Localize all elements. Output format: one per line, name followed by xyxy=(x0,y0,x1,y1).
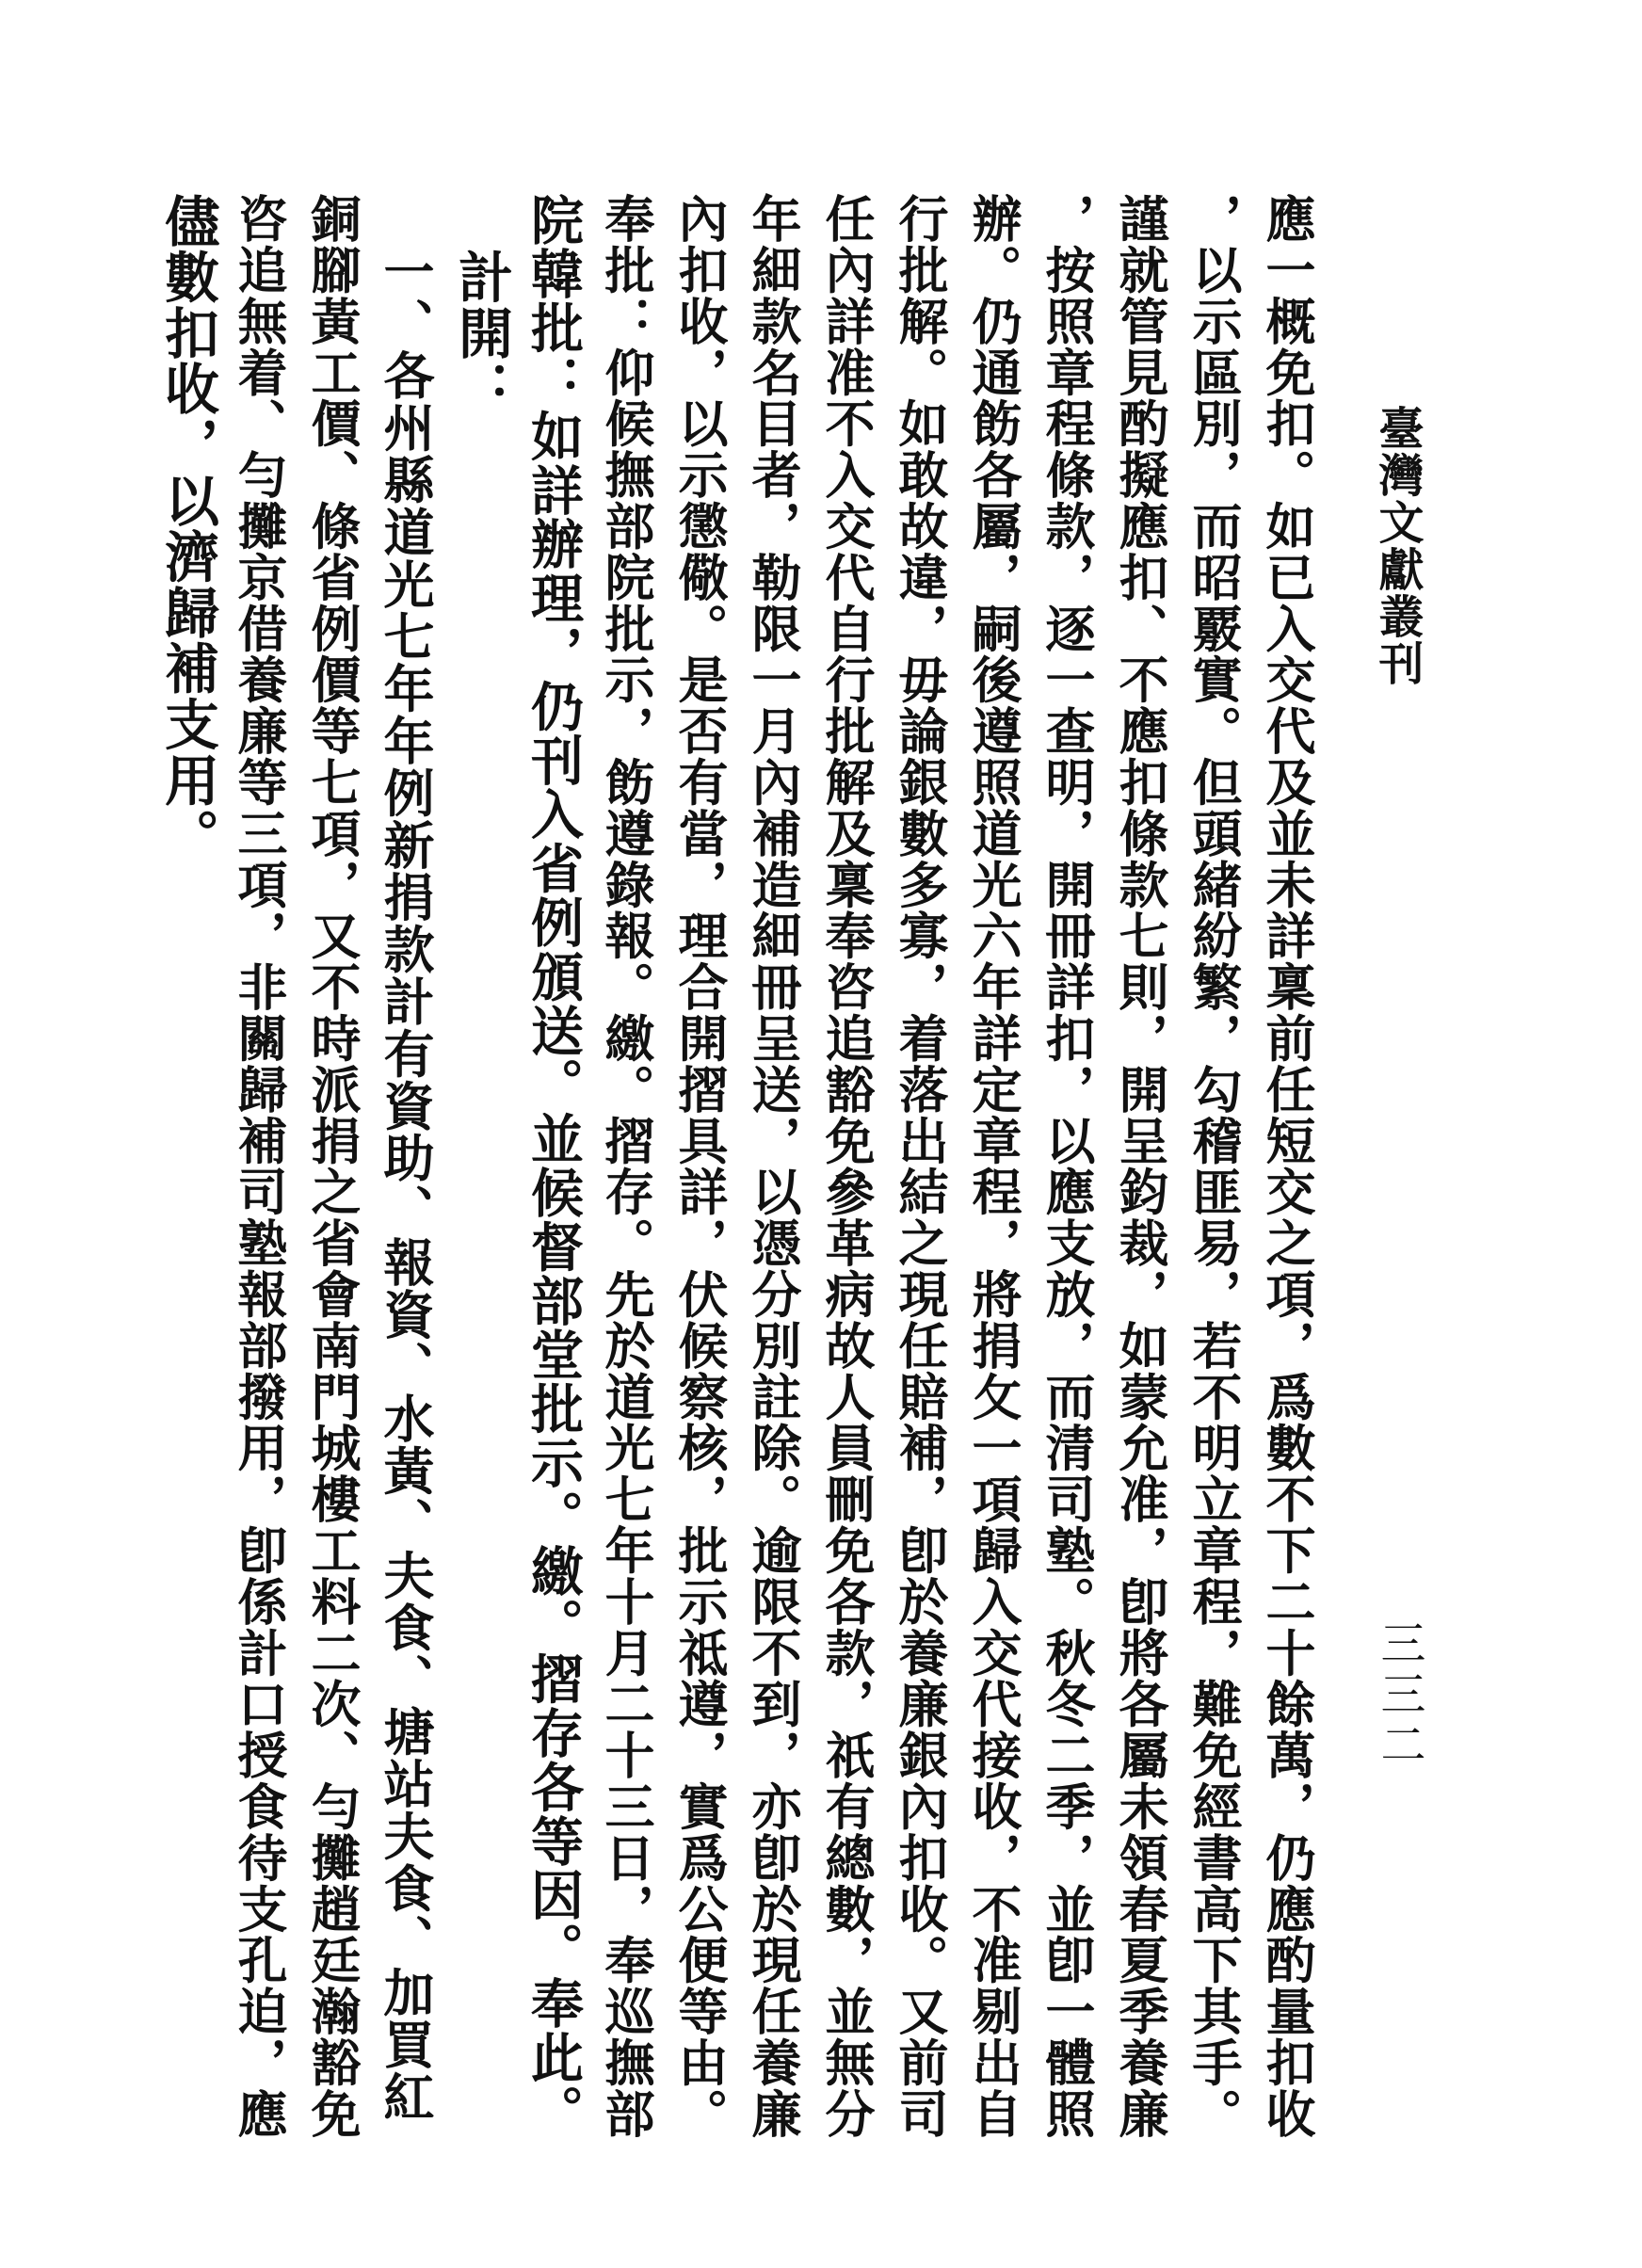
text-column-2: ，以示區別，而昭覈實。但頭緒紛繁，勾稽匪易，若不明立章程，難免經書高下其手。 xyxy=(1184,193,1243,2140)
text-column-11: 院韓批：如詳辦理，仍刊入省例頒送。並候督部堂批示。繳。摺存各等因。奉此。 xyxy=(523,193,585,2139)
text-column-1: 應一概免扣。如已入交代及並未詳稟前任短交之項，爲數不下二十餘萬，仍應酌量扣收 xyxy=(1258,193,1316,2140)
text-column-6: 行批解。如敢故違，毋論銀數多寡，着落出結之現任賠補，卽於養廉銀內扣收。又前司 xyxy=(891,193,949,2140)
text-column-3: 謹就管見酌擬應扣、不應扣條款七則，開呈鈞裁，如蒙允准，卽將各屬未領春夏季養廉 xyxy=(1111,193,1169,2140)
running-title: 臺灣文獻叢刊 xyxy=(1371,405,1424,687)
text-column-10: 奉批：仰候撫部院批示，飭遵錄報。繳。摺存。先於道光七年十月二十三日，奉巡撫部 xyxy=(597,193,655,2140)
text-column-13: 一、各州縣道光七年年例新捐款計有資助、報資、水黃、夫食、塘站夫食、加買紅 xyxy=(376,193,436,2123)
text-column-4: ，按照章程條款，逐一查明，開冊詳扣，以應支放，而清司塾。秋冬二季，並卽一體照 xyxy=(1038,193,1096,2140)
text-column-16: 儘數扣收，以濟歸補支用。 xyxy=(155,193,219,864)
text-column-5: 辦。仍通飭各屬，嗣後遵照道光六年詳定章程，將捐攵一項歸入交代接收，不准剔出自 xyxy=(964,193,1022,2140)
text-column-7: 任內詳准不入交代自行批解及稟奉咨追豁免參革病故人員刪免各款，祇有總數，並無分 xyxy=(817,193,876,2140)
text-column-8: 年細款名目者，勒限一月內補造細冊呈送，以憑分別註除。逾限不到，亦卽於現任養廉 xyxy=(744,193,802,2140)
text-column-15: 咨追無着、勻攤京借養廉等三項，非關歸補司塾報部撥用，卽係計口授食待支孔迫，應 xyxy=(230,193,288,2140)
page-number: 三三二 xyxy=(1373,1619,1425,1772)
text-column-9: 內扣收，以示懲儆。是否有當，理合開摺具詳，伏候察核，批示祗遵，實爲公便等由。 xyxy=(670,193,729,2140)
text-column-14: 銅腳黃工價、條省例價等七項，又不時派捐之省會南門城樓工料二次、勻攤趙廷瀚豁免 xyxy=(303,193,362,2140)
section-heading: 計開： xyxy=(449,193,513,417)
